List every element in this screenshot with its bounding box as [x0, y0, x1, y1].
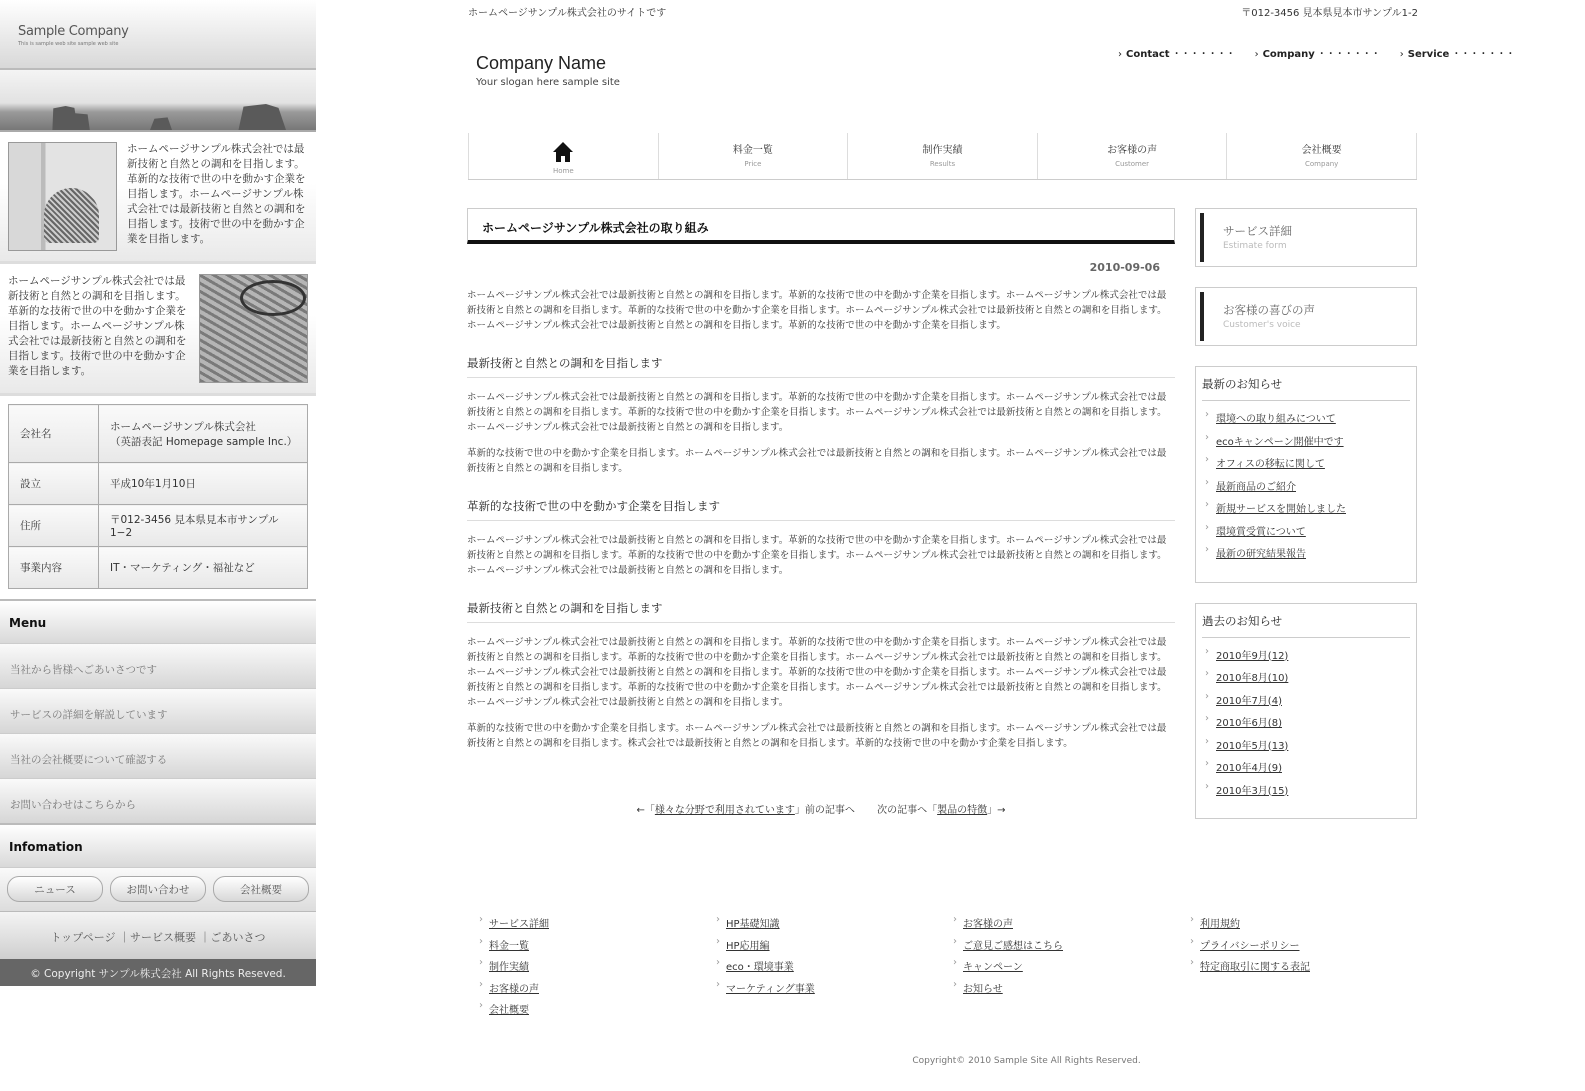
table-row	[9, 463, 308, 505]
home-icon	[552, 141, 574, 163]
footer-link[interactable]: 特定商取引に関する表記	[1200, 962, 1310, 973]
iron-furniture-photo	[199, 274, 308, 383]
sidebar-feature-box-2	[0, 264, 316, 396]
menu-heading: Menu	[0, 599, 316, 643]
service-detail-banner[interactable]: サービス詳細 Estimate form	[1195, 208, 1417, 267]
nav-label: 会社概要	[1301, 145, 1342, 156]
next-article-link[interactable]: 製品の特徴	[937, 805, 988, 816]
right-column	[1195, 208, 1417, 839]
news-link[interactable]: 環境賞受賞について	[1216, 526, 1306, 538]
nav-company[interactable]	[1227, 133, 1417, 179]
brand[interactable]	[476, 53, 620, 88]
list-item	[1202, 647, 1410, 662]
footer-link[interactable]: eco・環境事業	[726, 962, 794, 973]
company-name[interactable]: Company Name	[476, 53, 607, 73]
past-news-heading: 過去のお知らせ	[1202, 613, 1410, 638]
article-paragraph: 革新的な技術で世の中を動かす企業を目指します。ホームページサンプル株式会社では最新技術と自然との調和を目指します。ホームページサンプル株式会社では最新技術と自然との調和を目指します。株式会社では最新技術と自然との調和を目指します。革新的な技術で世の中を動かす企業を目指します。	[467, 723, 1167, 749]
footer-link[interactable]: キャンペーン	[963, 962, 1023, 973]
company-button[interactable]: 会社概要	[213, 876, 309, 902]
left-sidebar	[0, 0, 316, 1002]
past-news-box	[1195, 603, 1417, 820]
footer-link[interactable]: お客様の声	[489, 983, 539, 995]
info-button-row	[0, 867, 316, 911]
section-heading: 最新技術と自然との調和を目指します	[467, 355, 1175, 378]
table-value: 〒012-3456 見本県見本市サンプル1−2	[99, 505, 308, 547]
footer-link[interactable]: サービス詳細	[489, 919, 549, 930]
table-row	[9, 547, 308, 589]
footer-link[interactable]: HP応用編	[726, 940, 770, 952]
nav-sub: Customer	[1115, 160, 1150, 168]
section-heading: 革新的な技術で世の中を動かす企業を目指します	[467, 498, 1175, 521]
list-item	[1202, 433, 1410, 448]
list-item	[1202, 737, 1410, 752]
footer-link[interactable]: プライバシーポリシー	[1200, 940, 1300, 952]
footer-column	[952, 915, 1189, 1023]
page-title: ホームページサンプル株式会社の取り組み	[467, 208, 1175, 244]
table-value: IT・マーケティング・福祉など	[99, 547, 308, 589]
chairs-photo	[8, 142, 117, 251]
header-nav	[1118, 45, 1514, 60]
feature-text-1: ホームページサンプル株式会社では最新技術と自然との調和を目指します。革新的な技術で世の中を動かす企業を目指します。ホームページサンプル株式会社では最新技術と自然との調和を目指します。技術で世の中を動かす企業を目指します。	[127, 143, 306, 245]
sidebar-feature-box-1	[0, 132, 316, 264]
news-link[interactable]: ecoキャンペーン開催中です	[1216, 436, 1344, 448]
table-row	[9, 505, 308, 547]
nav-customer[interactable]	[1038, 133, 1228, 179]
table-key: 住所	[9, 505, 99, 547]
nav-sub: Results	[929, 160, 956, 168]
table-key: 会社名	[9, 405, 99, 463]
archive-link[interactable]: 2010年6月(8)	[1216, 718, 1282, 729]
footer-link[interactable]: 会社概要	[489, 1005, 529, 1016]
list-item	[1202, 523, 1410, 538]
table-key: 事業内容	[9, 547, 99, 589]
list-item	[1202, 410, 1410, 425]
footer-column	[478, 915, 715, 1023]
archive-link[interactable]: 2010年9月(12)	[1216, 650, 1289, 662]
footer-links	[478, 915, 1428, 1023]
latest-news-box	[1195, 366, 1417, 583]
archive-link[interactable]: 2010年7月(4)	[1216, 695, 1282, 707]
site-tagline: ホームページサンプル株式会社のサイトです	[468, 8, 667, 19]
footer-link[interactable]: お客様の声	[963, 919, 1013, 930]
list-item	[1202, 669, 1410, 684]
nav-price[interactable]	[659, 133, 849, 179]
nav-home[interactable]	[468, 133, 659, 179]
company-slogan: Your slogan here sample site	[476, 77, 620, 88]
table-row	[9, 405, 308, 463]
landscape-image	[0, 70, 316, 132]
section-heading: 最新技術と自然との調和を目指します	[467, 600, 1175, 623]
archive-link[interactable]: 2010年5月(13)	[1216, 740, 1289, 752]
archive-link[interactable]: 2010年4月(9)	[1216, 763, 1282, 774]
article-pager: ←「様々な分野で利用されています」前の記事へ 次の記事へ「製品の特徴」→	[636, 805, 1006, 816]
header-nav-service[interactable]: › Service ・・・・・・・	[1400, 45, 1515, 60]
news-link[interactable]: オフィスの移転に関して	[1216, 459, 1325, 470]
table-value: 平成10年1月10日	[99, 463, 308, 505]
main-content	[467, 208, 1175, 816]
latest-news-heading: 最新のお知らせ	[1202, 376, 1410, 401]
list-item	[1202, 782, 1410, 797]
post-date: 2010-09-06	[1089, 261, 1160, 274]
feature-text-2: ホームページサンプル株式会社では最新技術と自然との調和を目指します。革新的な技術で世の中を動かす企業を目指します。ホームページサンプル株式会社では最新技術と自然との調和を目指します。技術で世の中を動かす企業を目指します。	[8, 275, 187, 377]
list-item	[1202, 478, 1410, 493]
company-info-table	[8, 404, 308, 589]
news-button[interactable]: ニュース	[7, 876, 103, 902]
list-item	[1202, 759, 1410, 774]
sidebar-bottom-links[interactable]: トップページ ｜サービス概要 ｜ごあいさつ	[0, 911, 316, 959]
information-heading: Infomation	[0, 823, 316, 867]
footer-column	[715, 915, 952, 1023]
contact-button[interactable]: お問い合わせ	[110, 876, 206, 902]
customer-voice-banner[interactable]: お客様の喜びの声 Customer's voice	[1195, 287, 1417, 346]
top-bar	[468, 4, 1418, 19]
archive-link[interactable]: 2010年3月(15)	[1216, 785, 1289, 797]
footer-column	[1189, 915, 1426, 1023]
footer-link[interactable]: 制作実績	[489, 962, 529, 973]
nav-results[interactable]	[848, 133, 1038, 179]
sidebar-menu-contact[interactable]: お問い合わせはこちらから	[0, 778, 316, 823]
sidebar-logo[interactable]: Sample Company	[18, 24, 129, 39]
global-nav	[468, 133, 1417, 180]
news-link[interactable]: 最新の研究結果報告	[1216, 549, 1306, 560]
sidebar-logo-sub: This is sample web site sample web site	[18, 41, 119, 47]
nav-sub: Company	[1305, 160, 1339, 168]
nav-label: 制作実績	[922, 145, 963, 156]
list-item	[1202, 714, 1410, 729]
header-nav-company[interactable]: › Company ・・・・・・・	[1255, 45, 1380, 60]
footer-link[interactable]: お知らせ	[963, 983, 1003, 995]
nav-label: お客様の声	[1107, 145, 1158, 156]
list-item	[1202, 500, 1410, 515]
table-value: ホームページサンプル株式会社 （英語表記 Homepage sample Inc.）	[99, 405, 308, 463]
article-paragraph: ホームページサンプル株式会社では最新技術と自然との調和を目指します。革新的な技術で世の中を動かす企業を目指します。ホームページサンプル株式会社では最新技術と自然との調和を目指します。革新的な技術で世の中を動かす企業を目指します。ホームページサンプル株式会社では最新技術と自然との調和を目指します。ホームページサンプル株式会社では最新技術と自然との調和を目指します。革新的な技術で世の中を動かす企業を目指します。ホームページサンプル株式会社では最新技術と自然との調和を目指します。革新的な技術で世の中を動かす企業を目指します。ホームページサンプル株式会社では最新技術と自然との調和を目指します。ホームページサンプル株式会社では最新技術と自然との調和を目指します。	[467, 637, 1167, 708]
footer-link[interactable]: 料金一覧	[489, 940, 529, 952]
footer-copyright: Copyright© 2010 Sample Site All Rights Reserved.	[912, 1056, 1141, 1066]
list-item	[1202, 545, 1410, 560]
nav-label: 料金一覧	[732, 145, 773, 156]
footer-link[interactable]: HP基礎知識	[726, 919, 780, 930]
footer-link[interactable]: マーケティング事業	[726, 983, 815, 995]
article-paragraph: 革新的な技術で世の中を動かす企業を目指します。ホームページサンプル株式会社では最新技術と自然との調和を目指します。ホームページサンプル株式会社では最新技術と自然との調和を目指します。	[467, 448, 1167, 474]
nav-sub: Price	[744, 160, 762, 168]
footer-link[interactable]: 利用規約	[1200, 919, 1240, 930]
prev-article-link[interactable]: 様々な分野で利用されています	[654, 805, 795, 816]
archive-link[interactable]: 2010年8月(10)	[1216, 673, 1289, 684]
news-link[interactable]: 環境への取り組みについて	[1216, 414, 1336, 425]
news-link[interactable]: 新規サービスを開始しました	[1216, 504, 1346, 515]
list-item	[1202, 455, 1410, 470]
sidebar-header	[0, 0, 316, 70]
table-key: 設立	[9, 463, 99, 505]
header-address: 〒012-3456 見本県見本市サンプル1-2	[1241, 8, 1418, 19]
sidebar-copyright: © Copyright サンプル株式会社 All Rights Reseved.	[0, 959, 316, 986]
nav-sub: Home	[552, 167, 574, 175]
sidebar-menu-greeting[interactable]: 当社から皆様へごあいさつです	[0, 643, 316, 688]
footer-link[interactable]: ご意見ご感想はこちら	[963, 940, 1063, 952]
article-intro: ホームページサンプル株式会社では最新技術と自然との調和を目指します。革新的な技術で世の中を動かす企業を目指します。ホームページサンプル株式会社では最新技術と自然との調和を目指します。革新的な技術で世の中を動かす企業を目指します。ホームページサンプル株式会社では最新技術と自然との調和を目指します。ホームページサンプル株式会社では最新技術と自然との調和を目指します。革新的な技術で世の中を動かす企業を目指します。	[467, 290, 1167, 331]
news-link[interactable]: 最新商品のご紹介	[1216, 481, 1296, 493]
sidebar-menu-company[interactable]: 当社の会社概要について確認する	[0, 733, 316, 778]
article-paragraph: ホームページサンプル株式会社では最新技術と自然との調和を目指します。革新的な技術で世の中を動かす企業を目指します。ホームページサンプル株式会社では最新技術と自然との調和を目指します。革新的な技術で世の中を動かす企業を目指します。ホームページサンプル株式会社では最新技術と自然との調和を目指します。ホームページサンプル株式会社では最新技術と自然との調和を目指します。	[467, 392, 1167, 433]
article-paragraph: ホームページサンプル株式会社では最新技術と自然との調和を目指します。革新的な技術で世の中を動かす企業を目指します。ホームページサンプル株式会社では最新技術と自然との調和を目指します。革新的な技術で世の中を動かす企業を目指します。ホームページサンプル株式会社では最新技術と自然との調和を目指します。ホームページサンプル株式会社では最新技術と自然との調和を目指します。	[467, 535, 1167, 576]
header-nav-contact[interactable]: › Contact ・・・・・・・	[1118, 45, 1235, 60]
list-item	[1202, 692, 1410, 707]
sidebar-menu-service[interactable]: サービスの詳細を解説しています	[0, 688, 316, 733]
